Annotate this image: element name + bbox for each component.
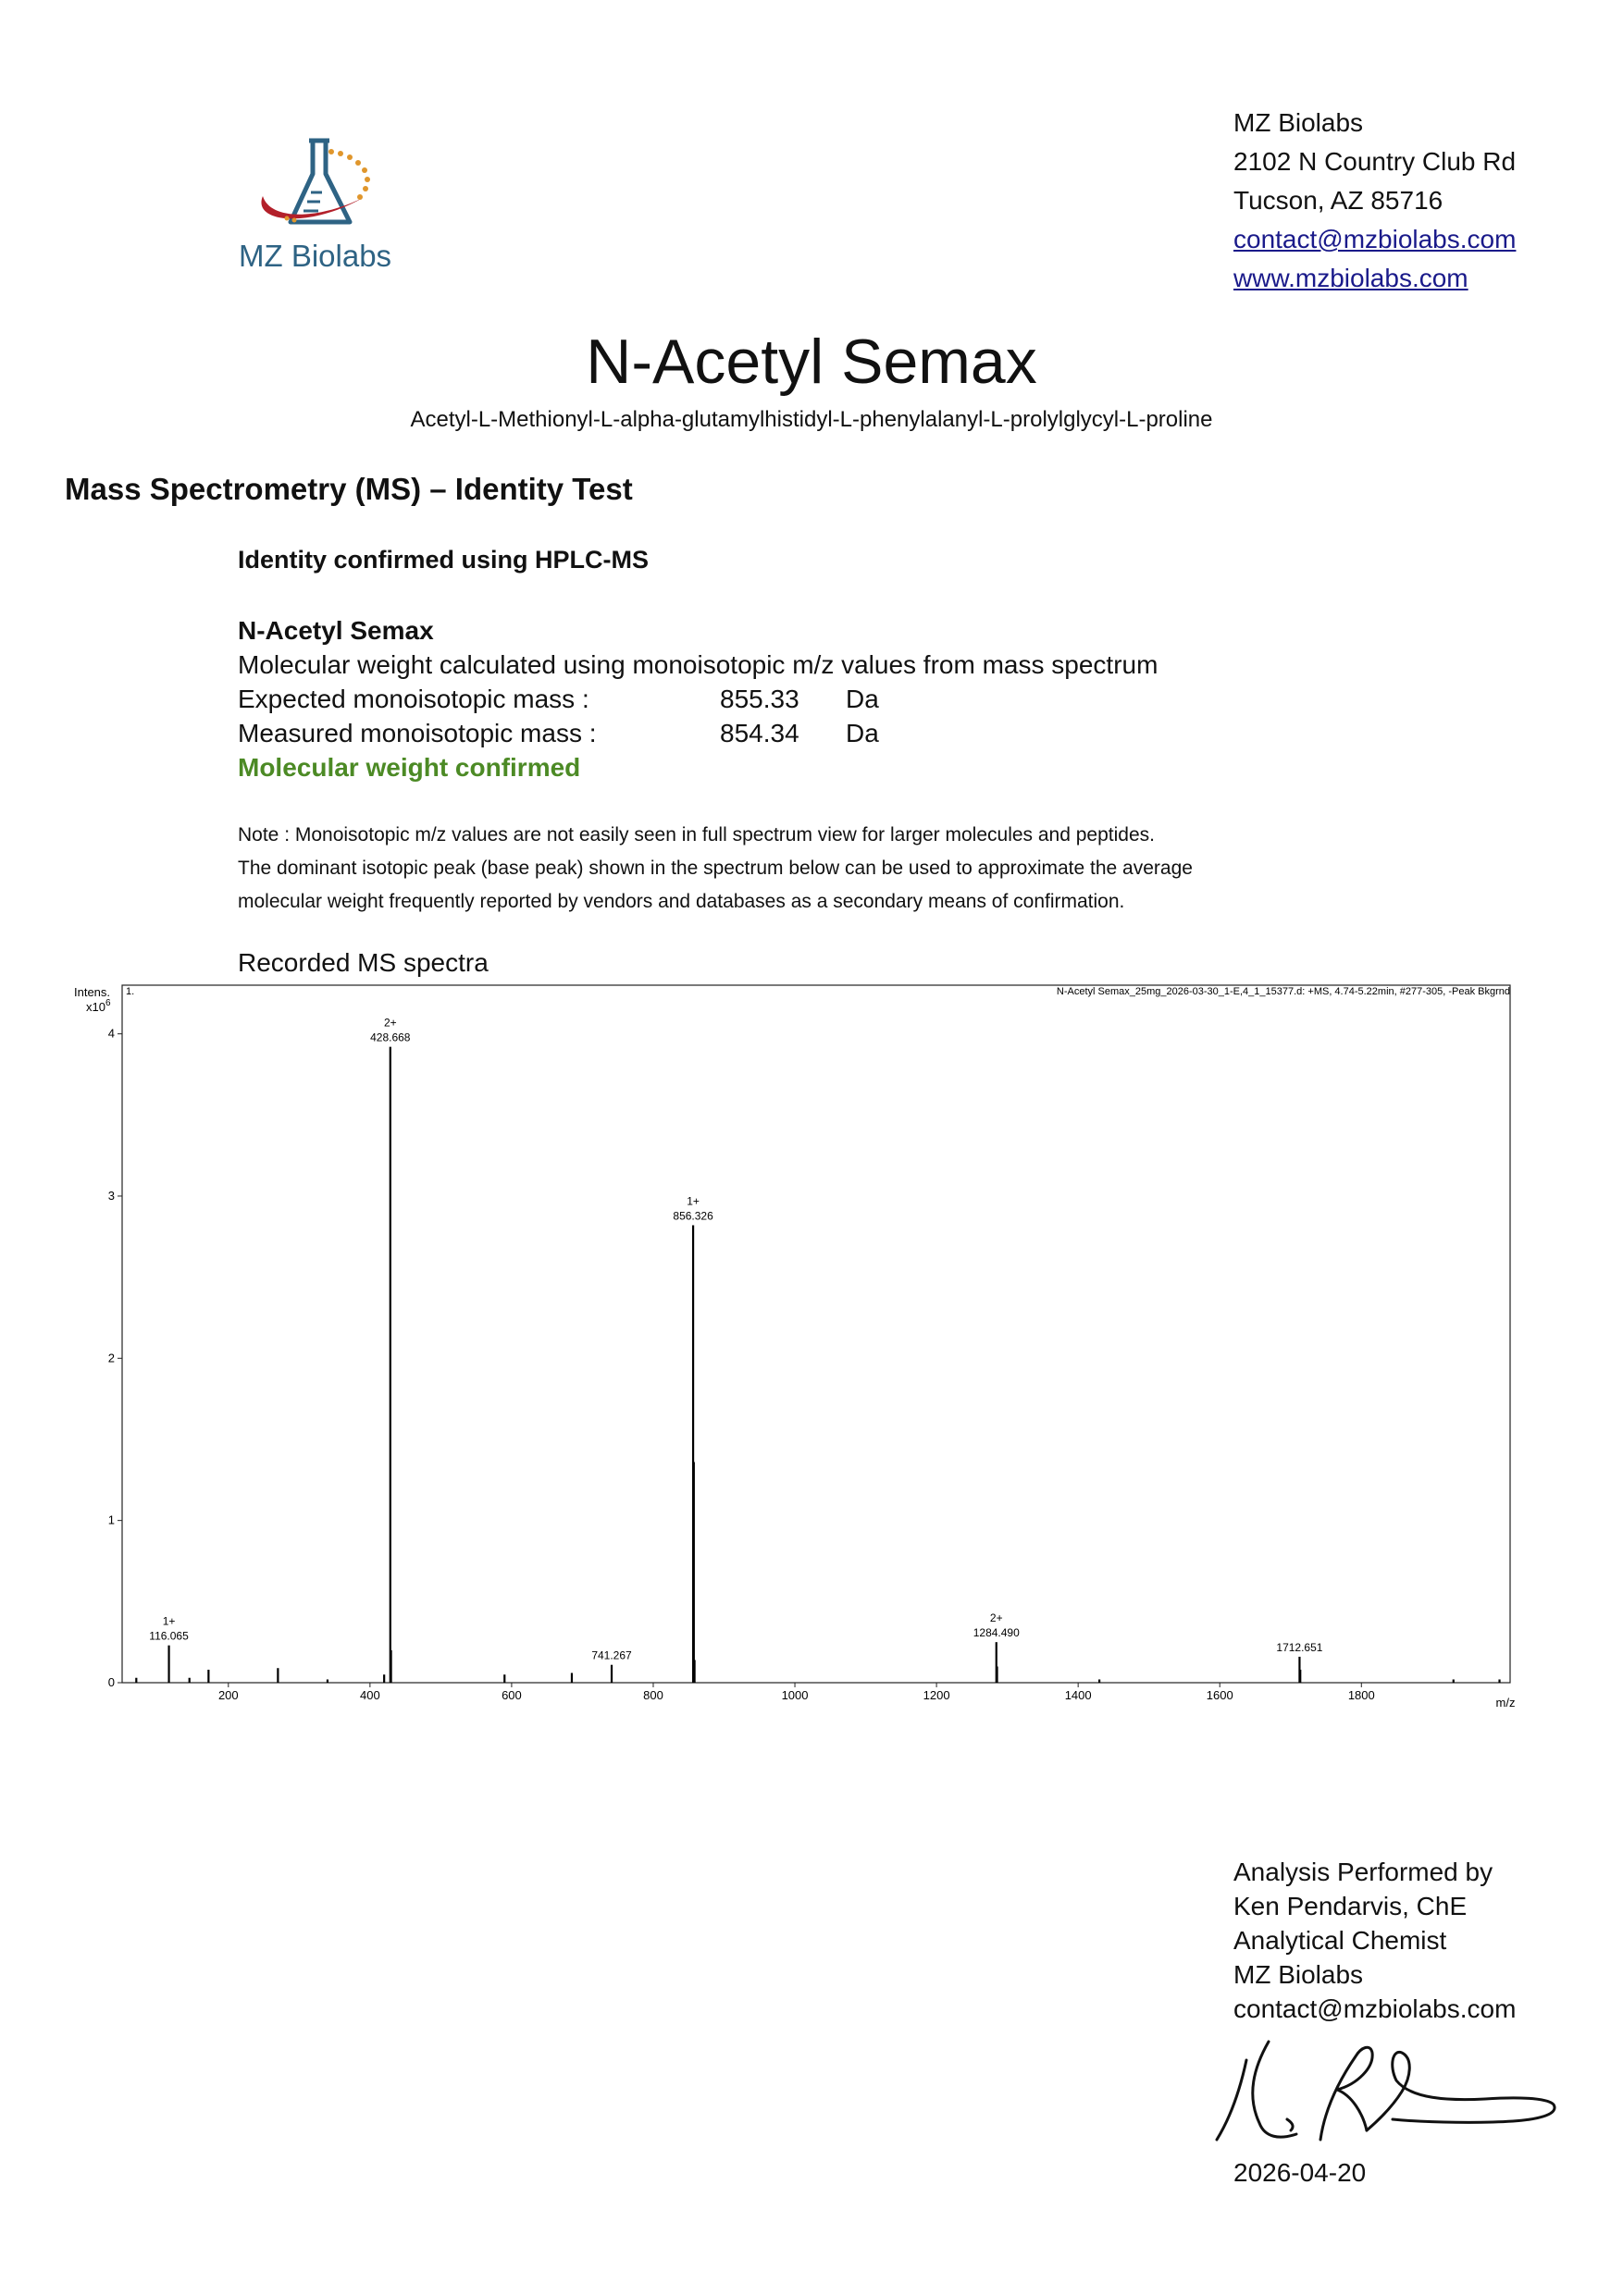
note-line-1: Note : Monoisotopic m/z values are not easily seen in full spectrum view for larger molecules and peptides. [238, 824, 1155, 846]
y-axis-multiplier-base: x10 [86, 1000, 105, 1014]
section-title: Mass Spectrometry (MS) – Identity Test [65, 472, 633, 506]
analyst-company: MZ Biolabs [1233, 1960, 1364, 1989]
signature-date: 2026-04-20 [1233, 2158, 1367, 2187]
handwritten-signature [1208, 2031, 1578, 2151]
y-axis-multiplier-exponent: 6 [105, 998, 111, 1008]
y-tick-label: 4 [107, 1026, 115, 1041]
logo-text: MZ Biolabs [239, 239, 392, 273]
expected-mass-row [238, 682, 1158, 716]
note-block [238, 819, 1193, 919]
measured-mass-value: 854.34 [720, 719, 799, 747]
performed-by: Analysis Performed by [1233, 1858, 1493, 1886]
y-tick-label: 3 [107, 1188, 115, 1203]
note-line-3: molecular weight frequently reported by vendors and databases as a secondary means of confirmation. [238, 891, 1125, 912]
x-axis-label: m/z [1495, 1696, 1516, 1710]
document-subtitle: Acetyl-L-Methionyl-L-alpha-glutamylhistidyl-L-phenylalanyl-L-prolylglycyl-L-proline [410, 407, 1213, 432]
measured-mass-unit: Da [846, 719, 879, 747]
ms-spectrum-chart [56, 976, 1536, 1716]
signature-block [1233, 1855, 1516, 2026]
expected-mass-value: 855.33 [720, 685, 799, 713]
peak-mz-label: 856.326 [673, 1209, 713, 1223]
y-tick-label: 0 [107, 1675, 115, 1689]
compound-results [238, 613, 1158, 784]
x-tick-label: 200 [217, 1688, 239, 1702]
x-tick-label: 1200 [923, 1688, 950, 1702]
note-line-2: The dominant isotopic peak (base peak) shown in the spectrum below can be used to approximate the average [238, 858, 1193, 879]
peak-charge-label: 1+ [687, 1194, 700, 1208]
email-link[interactable]: contact@mzbiolabs.com [1233, 225, 1517, 253]
company-city: Tucson, AZ 85716 [1233, 186, 1443, 215]
plot-frame [122, 985, 1510, 1683]
document-title: N-Acetyl Semax [586, 327, 1037, 397]
y-tick-label: 2 [107, 1351, 115, 1365]
y-axis-label: Intens. [74, 985, 111, 999]
y-tick-label: 1 [107, 1512, 115, 1527]
x-tick-label: 400 [360, 1688, 380, 1702]
y-axis-multiplier [86, 998, 111, 1014]
result-confirmed: Molecular weight confirmed [238, 753, 581, 782]
company-name: MZ Biolabs [1233, 108, 1364, 137]
company-street: 2102 N Country Club Rd [1233, 147, 1517, 176]
peak-charge-label: 2+ [383, 1016, 397, 1030]
expected-mass-label: Expected monoisotopic mass : [238, 685, 589, 713]
panel-label: 1. [126, 986, 135, 997]
analyst-title: Analytical Chemist [1233, 1926, 1447, 1955]
analyst-email: contact@mzbiolabs.com [1233, 1994, 1517, 2023]
peak-charge-label: 1+ [162, 1614, 176, 1628]
website-link[interactable]: www.mzbiolabs.com [1233, 264, 1468, 292]
spectra-title: Recorded MS spectra [238, 948, 489, 977]
analyst-name: Ken Pendarvis, ChE [1233, 1892, 1468, 1920]
measured-mass-row [238, 716, 1158, 750]
peak-mz-label: 1712.651 [1276, 1640, 1323, 1654]
compound-name: N-Acetyl Semax [238, 616, 434, 645]
peak-mz-label: 741.267 [591, 1648, 632, 1662]
x-tick-label: 1800 [1347, 1688, 1375, 1702]
peak-mz-label: 1284.490 [973, 1626, 1020, 1640]
x-tick-label: 1600 [1206, 1688, 1233, 1702]
x-tick-label: 800 [643, 1688, 663, 1702]
x-tick-label: 1000 [781, 1688, 809, 1702]
company-address [1233, 104, 1516, 298]
expected-mass-unit: Da [846, 685, 879, 713]
peak-charge-label: 2+ [989, 1611, 1003, 1625]
spectrum-info: N-Acetyl Semax_25mg_2026-03-30_1-E,4_1_15377.d: +MS, 4.74-5.22min, #277-305, -Peak Bkgrnd [1056, 986, 1510, 997]
peak-mz-label: 428.668 [370, 1031, 411, 1044]
method-description: Molecular weight calculated using monoisotopic m/z values from mass spectrum [238, 650, 1158, 679]
x-tick-label: 1400 [1064, 1688, 1092, 1702]
peak-mz-label: 116.065 [149, 1629, 189, 1643]
measured-mass-label: Measured monoisotopic mass : [238, 719, 597, 747]
identity-statement: Identity confirmed using HPLC-MS [238, 546, 650, 574]
x-tick-label: 600 [502, 1688, 522, 1702]
